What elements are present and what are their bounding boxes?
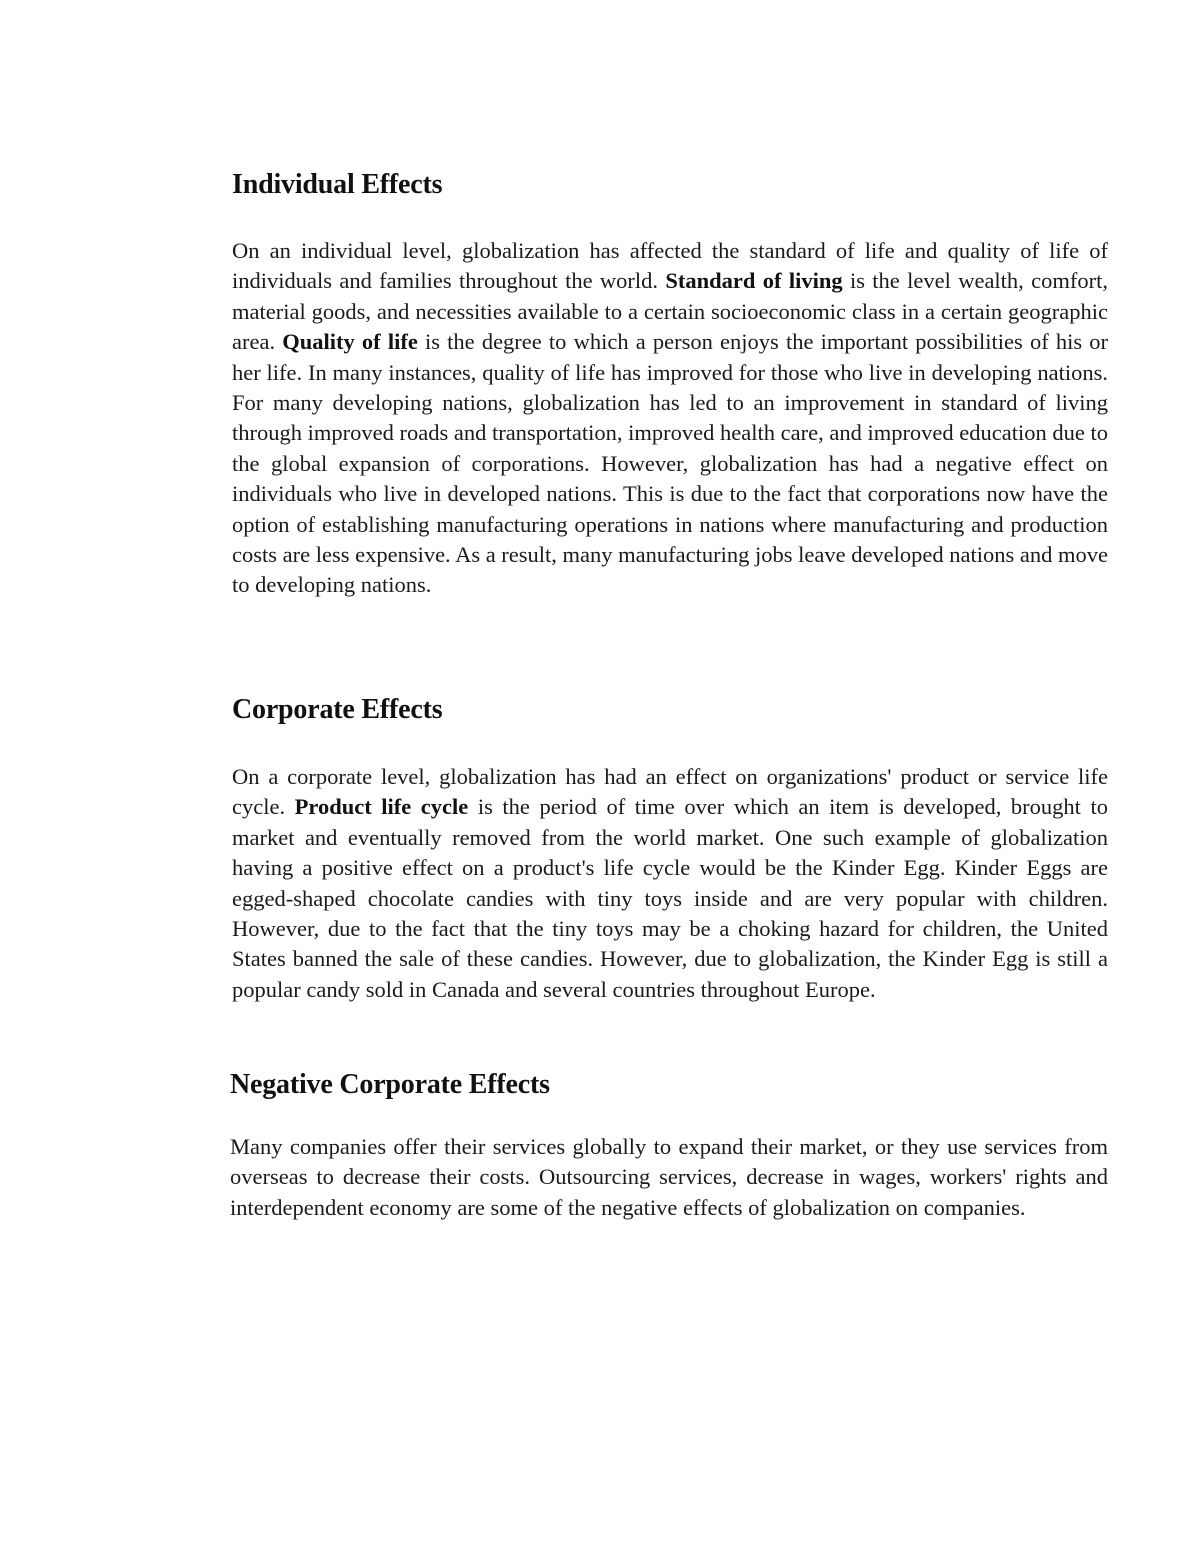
section-corporate-effects <box>232 693 1108 1005</box>
paragraph-corporate-effects <box>232 762 1108 1005</box>
heading-individual-effects: Individual Effects <box>232 169 443 200</box>
heading-corporate-effects: Corporate Effects <box>232 694 443 725</box>
paragraph-negative-corporate-effects: Many companies offer their services globally to expand their market, or they use services from overseas to decrease their costs. Outsourcing services, decrease in wages, workers' rights and interdependent economy are some of the negative effects of globalization on companies. <box>230 1134 1108 1220</box>
text-run: On an individual level, globalization has affected the standard of life and quality of life of individuals and families throughout the world. <box>232 238 1108 294</box>
text-run: is the level wealth, comfort, material goods, and necessities available to a certain socioeconomic class in a certain geographic area. <box>232 268 1108 355</box>
text-run: On a corporate level, globalization has had an effect on organizations' product or service life cycle. <box>232 764 1108 820</box>
text-run: is the degree to which a person enjoys the important possibilities of his or her life. In many instances, quality of life has improved for those who live in developing nations. For many developing nations, globalization has led to an improvement in standard of living through improved roads and transportation, improved health care, and improved education due to the global expansion of corporations. However, globalization has had a negative effect on individuals who live in developed nations. This is due to the fact that corporations now have the option of establishing manufacturing operations in nations where manufacturing and production costs are less expensive. As a result, many manufacturing jobs leave developed nations and move to developing nations. <box>232 329 1109 598</box>
term-product-life-cycle: Product life cycle <box>294 794 469 820</box>
term-quality-of-life: Quality of life <box>282 329 418 355</box>
section-individual-effects <box>232 168 1108 601</box>
heading-negative-corporate-effects: Negative Corporate Effects <box>230 1069 550 1100</box>
text-run: is the period of time over which an item is developed, brought to market and eventually removed from the world market. One such example of globalization having a positive effect on a product's life cycle would be the Kinder Egg. Kinder Eggs are egged-shaped chocolate candies with tiny toys inside and are very popular with children. However, due to the fact that the tiny toys may be a choking hazard for children, the United States banned the sale of these candies. However, due to globalization, the Kinder Egg is still a popular candy sold in Canada and several countries throughout Europe. <box>232 794 1108 1002</box>
term-standard-of-living: Standard of living <box>665 268 843 294</box>
paragraph-individual-effects <box>232 236 1108 601</box>
section-negative-corporate-effects <box>230 1068 1108 1223</box>
